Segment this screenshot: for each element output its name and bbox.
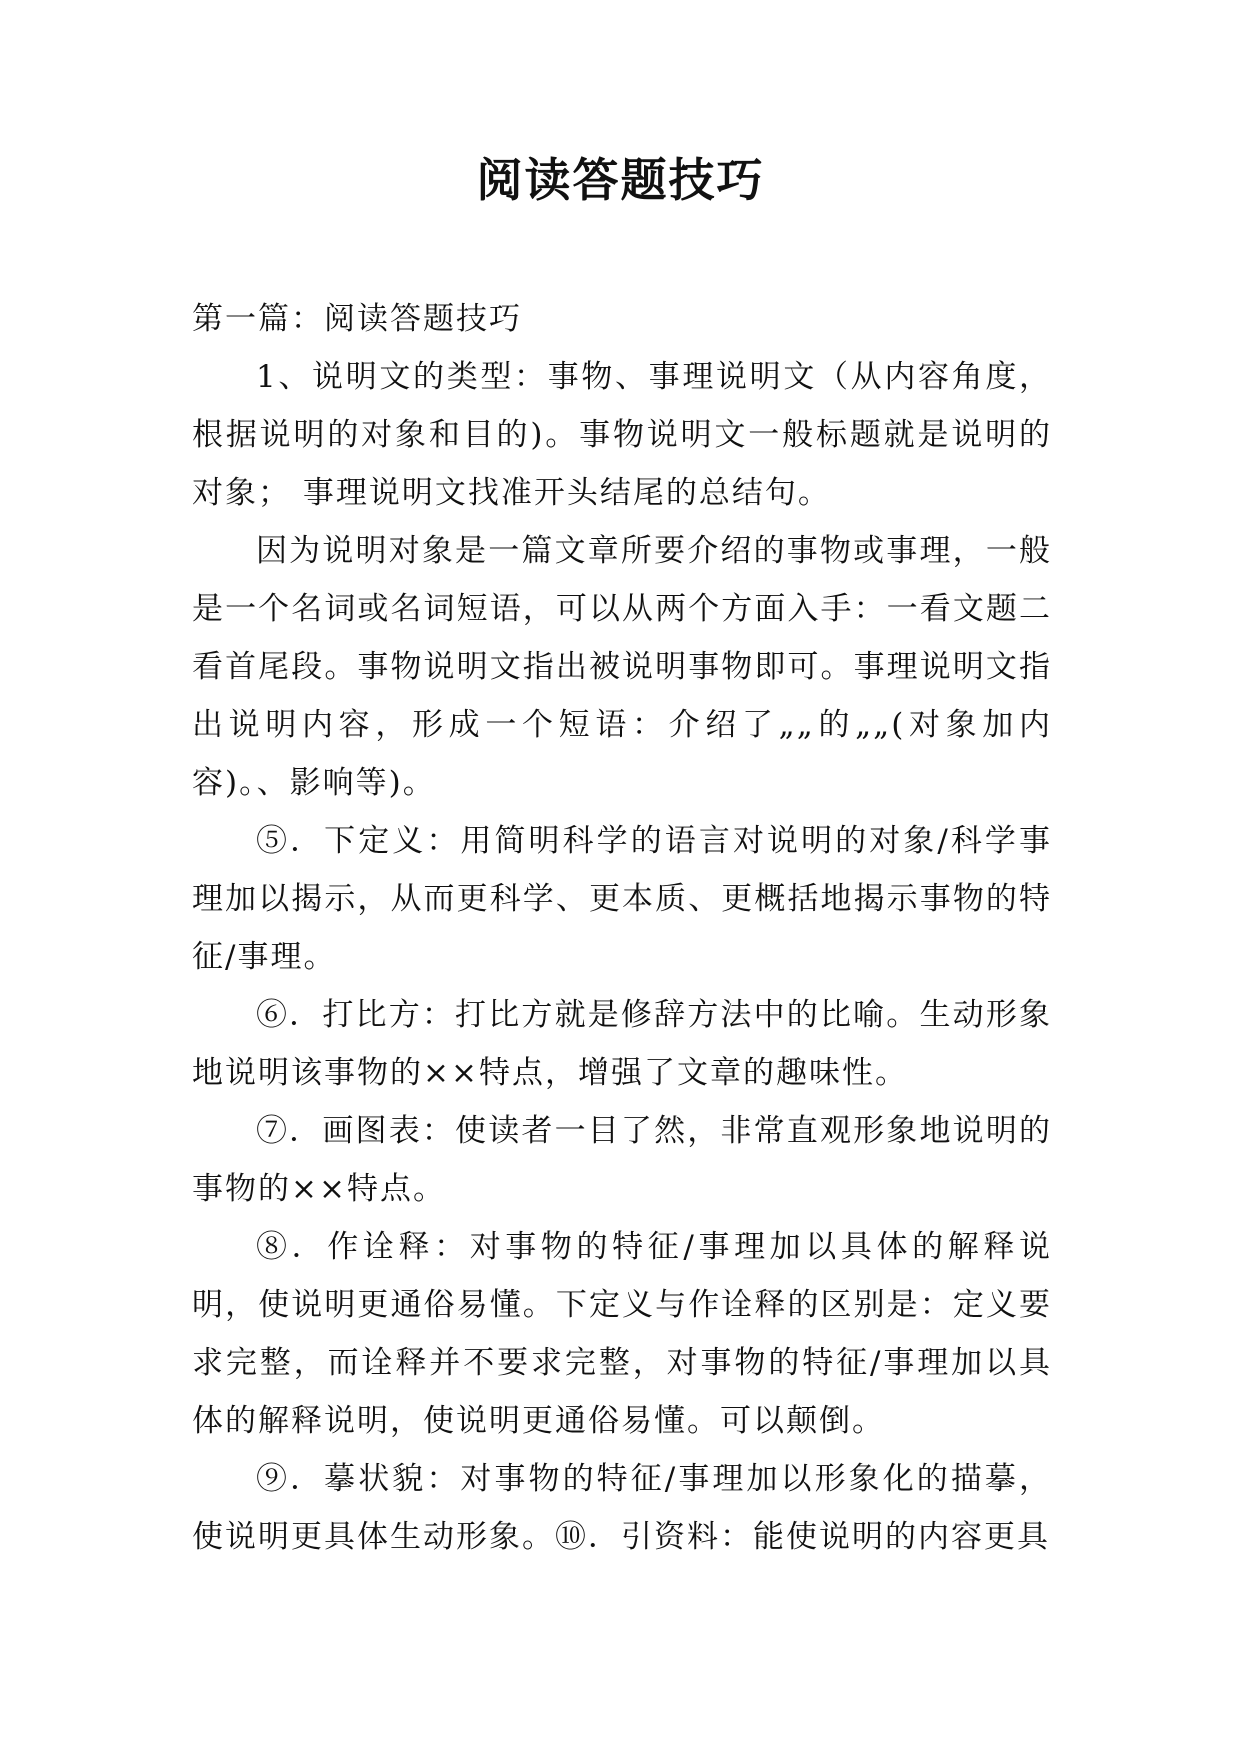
paragraph-text-types: 1、说明文的类型：事物、事理说明文（从内容角度，根据说明的对象和目的)。事物说明文一般标题就是说明的对象； 事理说明文找准开头结尾的总结句。 bbox=[192, 359, 1052, 511]
paragraph-explanation-object: 因为说明对象是一篇文章所要介绍的事物或事理，一般是一个名词或名词短语，可以从两个方面入手：一看文题二看首尾段。事物说明文指出被说明事物即可。事理说明文指出说明内容，形成一个短语：介绍了„„的„„(对象加内容)。、影响等)。 bbox=[192, 533, 1052, 801]
document-title: 阅读答题技巧 bbox=[476, 153, 765, 207]
paragraph-annotation: ⑧．作诠释：对事物的特征/事理加以具体的解释说明，使说明更通俗易懂。下定义与作诠释的区别是：定义要求完整，而诠释并不要求完整，对事物的特征/事理加以具体的解释说明，使说明更通俗易懂。可以颠倒。 bbox=[192, 1229, 1052, 1439]
paragraph-description: ⑨．摹状貌：对事物的特征/事理加以形象化的描摹，使说明更具体生动形象。⑩．引资料：能使说明的内容更具 bbox=[192, 1461, 1052, 1555]
paragraph-definition: ⑤．下定义：用简明科学的语言对说明的对象/科学事理加以揭示，从而更科学、更本质、更概括地揭示事物的特征/事理。 bbox=[192, 823, 1052, 975]
paragraph-analogy: ⑥．打比方：打比方就是修辞方法中的比喻。生动形象地说明该事物的××特点，增强了文章的趣味性。 bbox=[192, 997, 1052, 1091]
paragraph-charts: ⑦．画图表：使读者一目了然，非常直观形象地说明的事物的××特点。 bbox=[192, 1113, 1052, 1207]
section-heading: 第一篇：阅读答题技巧 bbox=[192, 301, 522, 337]
document-body bbox=[192, 290, 1052, 1566]
